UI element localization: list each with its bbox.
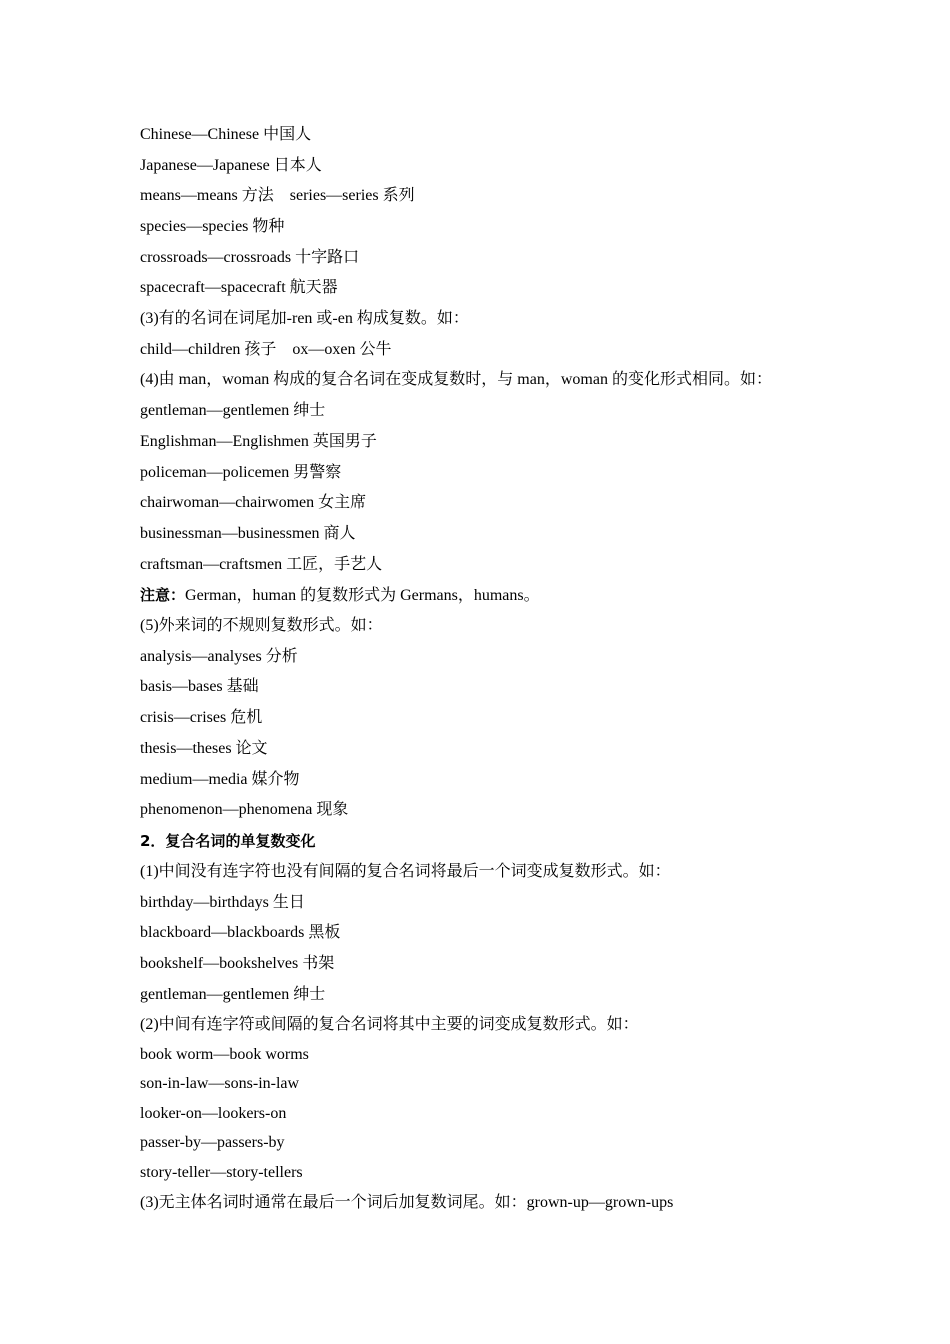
text-line: Japanese—Japanese 日本人 <box>140 157 322 174</box>
text-line: crossroads—crossroads 十字路口 <box>140 249 360 266</box>
note-label: 注意： <box>140 586 186 604</box>
text-line: means—means 方法 series—series 系列 <box>140 187 415 204</box>
rule-heading: (1)中间没有连字符也没有间隔的复合名词将最后一个词变成复数形式。如： <box>140 863 671 880</box>
note-text: German，human 的复数形式为 Germans，humans。 <box>185 587 540 604</box>
text-line: story-teller—story-tellers <box>140 1164 303 1181</box>
text-line: Englishman—Englishmen 英国男子 <box>140 433 377 450</box>
text-line: bookshelf—bookshelves 书架 <box>140 955 335 972</box>
text-line: book worm—book worms <box>140 1046 309 1063</box>
section-heading: 2．复合名词的单复数变化 <box>140 832 316 850</box>
text-line: policeman—policemen 男警察 <box>140 464 342 481</box>
rule-heading: (5)外来词的不规则复数形式。如： <box>140 617 383 634</box>
text-line: spacecraft—spacecraft 航天器 <box>140 279 338 296</box>
rule-heading: (4)由 man，woman 构成的复合名词在变成复数时，与 man，woman 的变化形式相同。如： <box>140 371 772 388</box>
rule-heading: (3)无主体名词时通常在最后一个词后加复数词尾。如：grown-up—grown-ups <box>140 1194 674 1211</box>
note-line <box>140 585 540 606</box>
text-line: phenomenon—phenomena 现象 <box>140 801 349 818</box>
text-line: birthday—birthdays 生日 <box>140 894 305 911</box>
rule-heading: (3)有的名词在词尾加-ren 或-en 构成复数。如： <box>140 310 469 327</box>
text-line: gentleman—gentlemen 绅士 <box>140 402 326 419</box>
text-line: basis—bases 基础 <box>140 678 259 695</box>
text-line: child—children 孩子 ox—oxen 公牛 <box>140 341 392 358</box>
text-line: businessman—businessmen 商人 <box>140 525 356 542</box>
text-line: Chinese—Chinese 中国人 <box>140 126 312 143</box>
text-line: thesis—theses 论文 <box>140 740 268 757</box>
rule-heading: (2)中间有连字符或间隔的复合名词将其中主要的词变成复数形式。如： <box>140 1016 639 1033</box>
text-line: crisis—crises 危机 <box>140 709 263 726</box>
text-line: analysis—analyses 分析 <box>140 648 298 665</box>
text-line: species—species 物种 <box>140 218 285 235</box>
text-line: blackboard—blackboards 黑板 <box>140 924 341 941</box>
text-line: gentleman—gentlemen 绅士 <box>140 986 326 1003</box>
text-line: craftsman—craftsmen 工匠，手艺人 <box>140 556 383 573</box>
text-line: looker-on—lookers-on <box>140 1105 287 1122</box>
text-line: son-in-law—sons-in-law <box>140 1075 300 1092</box>
text-line: medium—media 媒介物 <box>140 771 300 788</box>
text-line: passer-by—passers-by <box>140 1134 285 1151</box>
text-line: chairwoman—chairwomen 女主席 <box>140 494 367 511</box>
